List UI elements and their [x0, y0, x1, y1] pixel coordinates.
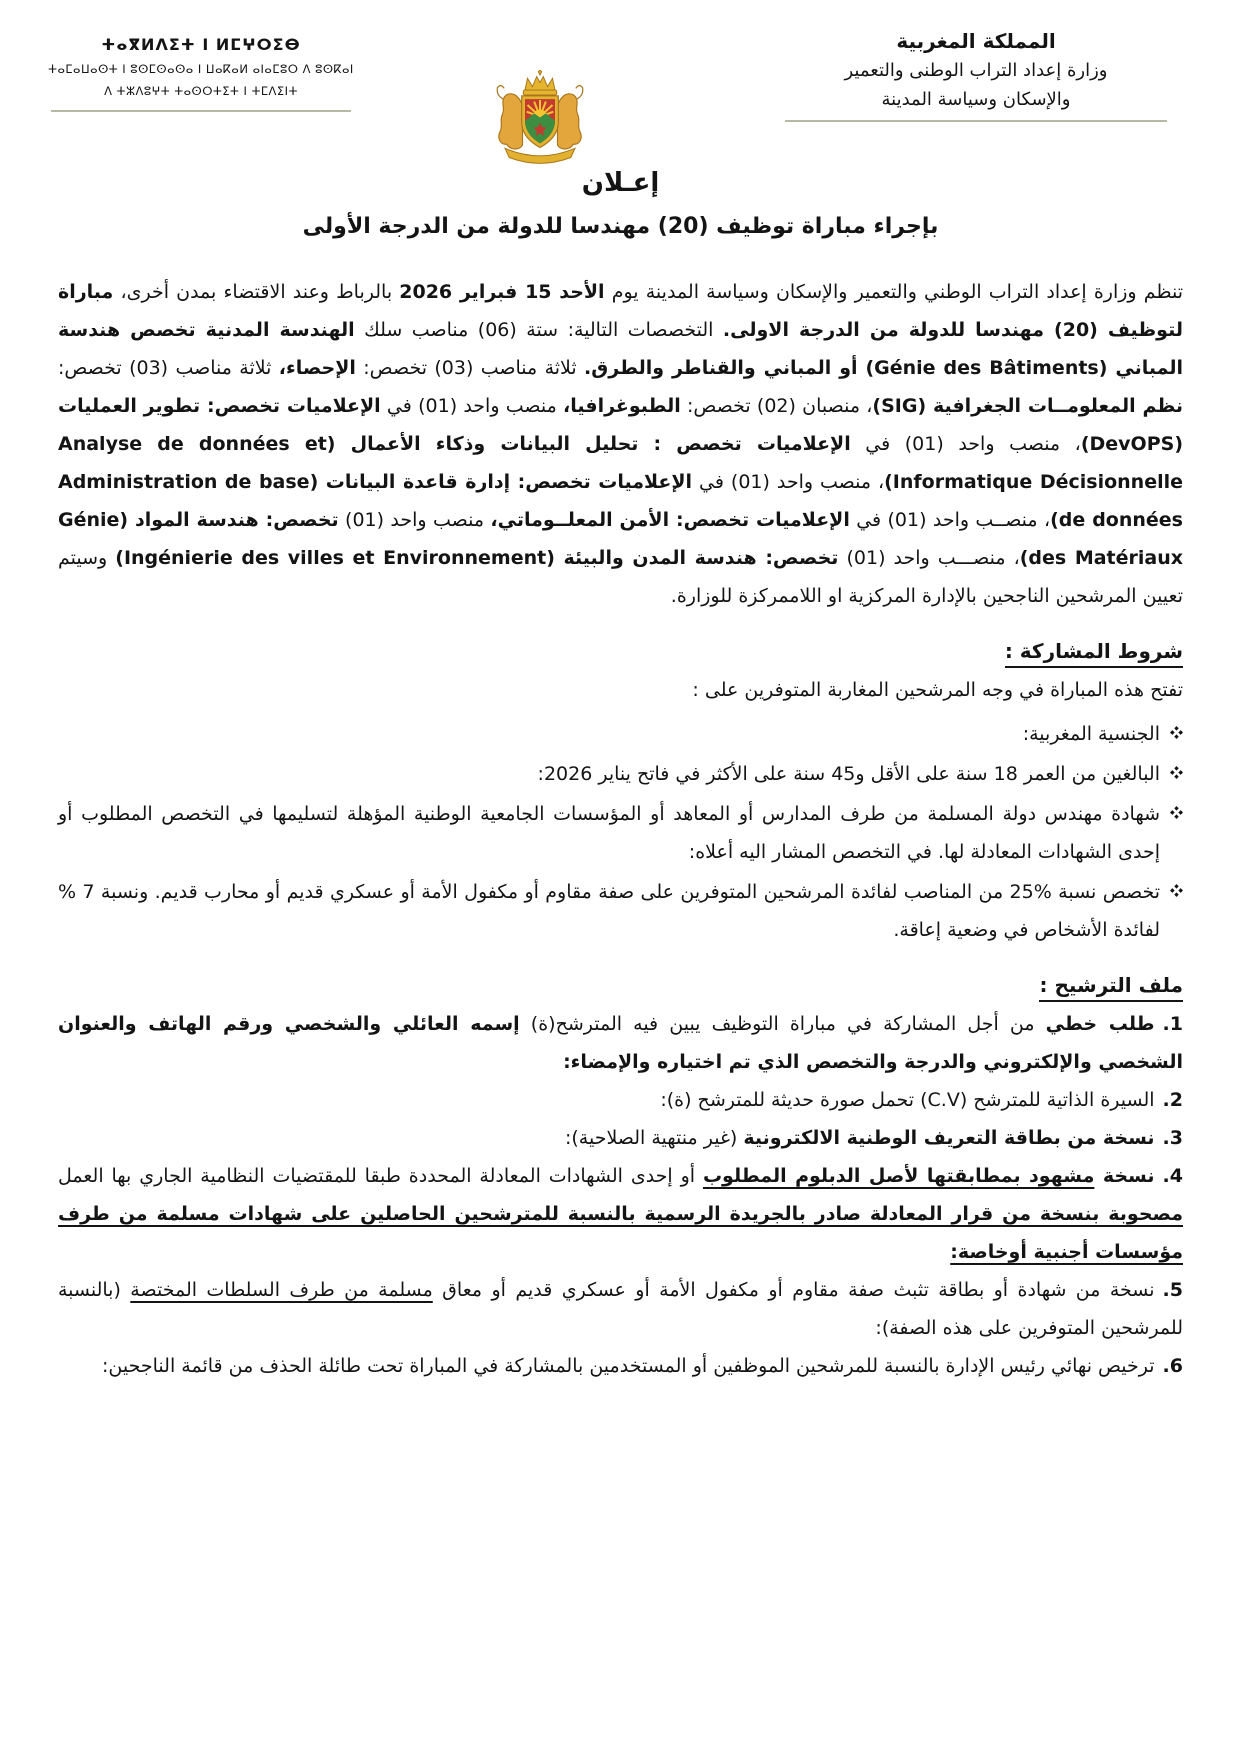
section-heading-participation — [58, 639, 1183, 663]
diamond-bullet-icon — [1170, 755, 1183, 793]
ministry-name-tifinagh-line1: ⵜⴰⵎⴰⵡⴰⵙⵜ ⵏ ⵓⵙⵎⵙⴰⵙⴰ ⵏ ⵡⴰⴽⴰⵍ ⴰⵏⴰⵎⵓⵔ ⴷ ⵓⵙⴽⴰⵏ — [48, 62, 354, 76]
bullet-list — [58, 715, 1183, 949]
section-heading-application-file — [58, 973, 1183, 997]
list-item — [58, 1157, 1183, 1271]
item-number: 2. — [1162, 1089, 1183, 1111]
page-subtitle: بإجراء مباراة توظيف (20) مهندسا للدولة من الدرجة الأولى — [302, 214, 939, 239]
crown — [523, 70, 556, 95]
item-text: نسخة مشهود بمطابقتها لأصل الدبلوم المطلوب أو إحدى الشهادات المعادلة المحددة طبقا للمقتضيات النظامية الجاري بها العمل مصحوبة بنسخة من قرار المعادلة صادر بالجريدة الرسمية بالنسبة للمترشحين الحاصلين على شهادات مسلمة من طرف مؤسسات أجنبية أوخاصة: — [58, 1165, 1183, 1263]
item-number: 6. — [1162, 1355, 1183, 1377]
bullet-text: الجنسية المغربية: — [1022, 723, 1160, 745]
header-rule-right — [785, 120, 1167, 122]
item-number: 3. — [1162, 1127, 1183, 1149]
motto-ribbon — [505, 148, 575, 163]
ministry-name-arabic-line2: والإسكان وسياسة المدينة — [881, 89, 1071, 110]
diamond-bullet-icon — [1170, 795, 1183, 871]
header-tifinagh-block — [45, 32, 357, 112]
page-title: إعـلان — [581, 168, 660, 198]
item-number: 4. — [1162, 1165, 1183, 1187]
bullet-item — [58, 795, 1183, 871]
list-item — [58, 1005, 1183, 1081]
bullet-text: شهادة مهندس دولة المسلمة من طرف المدارس أو المعاهد أو المؤسسات الجامعية الوطنية المؤهلة لتسليمها في التخصص المطلوب أو إحدى الشهادات المعادلة لها. في التخصص المشار اليه أعلاه: — [58, 803, 1160, 863]
item-number: 1. — [1162, 1013, 1183, 1035]
list-item — [58, 1081, 1183, 1119]
bullet-item — [58, 715, 1183, 753]
application-file-heading-text: ملف الترشيح : — [1039, 973, 1183, 1002]
kingdom-name-arabic: المملكة المغربية — [896, 29, 1056, 53]
coat-of-arms-logo — [477, 70, 603, 170]
item-number: 5. — [1162, 1279, 1183, 1301]
bullet-text: تخصص نسبة %25 من المناصب لفائدة المرشحين المتوفرين على صفة مقاوم أو مكفول الأمة أو عسكري قديم أو محارب قديم. ونسبة 7 % لفائدة الأشخاص في وضعية إعاقة. — [58, 881, 1161, 941]
ministry-name-tifinagh-line2: ⴷ ⵜⵣⴷⵓⵖⵜ ⵜⴰⵙⵔⵜⵉⵜ ⵏ ⵜⵎⴷⵉⵏⵜ — [104, 84, 298, 98]
list-item — [58, 1347, 1183, 1385]
item-text: نسخة من بطاقة التعريف الوطنية الالكترونية (غير منتهية الصلاحية): — [564, 1127, 1155, 1149]
bullet-text: البالغين من العمر 18 سنة على الأقل و45 سنة على الأكثر في فاتح يناير 2026: — [537, 763, 1160, 785]
shield — [522, 96, 559, 148]
numbered-list — [58, 1005, 1183, 1385]
bullet-item — [58, 755, 1183, 793]
coat-of-arms-graphic — [477, 70, 603, 170]
ministry-name-arabic-line1: وزارة إعداد التراب الوطنى والتعمير — [844, 60, 1108, 81]
item-text: ترخيص نهائي رئيس الإدارة بالنسبة للمرشحين الموظفين أو المستخدمين بالمشاركة في المباراة تحت طائلة الحذف من قائمة الناجحين: — [102, 1355, 1155, 1377]
intro-paragraph: تنظم وزارة إعداد التراب الوطني والتعمير والإسكان وسياسة المدينة يوم الأحد 15 فبراير 2026 بالرباط وعند الاقتضاء بمدن أخرى، مباراة لتوظيف (20) مهندسا للدولة من الدرجة الاولى. التخصصات التالية: ستة (06) مناصب سلك الهندسة المدنية تخصص هندسة المباني (Génie des Bâtiments) أو المباني والقناطر والطرق. ثلاثة مناصب (03) تخصص: الإحصاء، ثلاثة مناصب (03) تخصص: نظم المعلومــات الجغرافية (SIG)، منصبان (02) تخصص: الطبوغرافيا، منصب واحد (01) في الإعلاميات تخصص: تطوير العمليات (DevOPS)، منصب واحد (01) في الإعلاميات تخصص : تحليل البيانات وذكاء الأعمال (Analyse de données et Informatique Décisionnelle)، منصب واحد (01) في الإعلاميات تخصص: إدارة قاعدة البيانات (Administration de base de données)، منصــب واحد (01) في الإعلاميات تخصص: الأمن المعلــوماتي، منصب واحد (01) تخصص: هندسة المواد (Génie des Matériaux)، منصـــب واحد (01) تخصص: هندسة المدن والبيئة (Ingénierie des villes et Environnement) وسيتم تعيين المرشحين الناجحين بالإدارة المركزية او اللاممركزة للوزارة. — [58, 281, 1183, 607]
diamond-bullet-icon — [1170, 715, 1183, 753]
header-rule-left — [51, 110, 351, 112]
item-text: السيرة الذاتية للمترشح (C.V) تحمل صورة حديثة للمترشح (ة): — [660, 1089, 1155, 1111]
participation-heading-text: شروط المشاركة : — [1005, 639, 1183, 668]
bullet-item — [58, 873, 1183, 949]
item-text: طلب خطي من أجل المشاركة في مباراة التوظيف يبين فيه المترشح(ة) إسمه العائلي والشخصي ورقم الهاتف والعنوان الشخصي والإلكتروني والدرجة والتخصص الذي تم اختياره والإمضاء: — [58, 1013, 1183, 1073]
participation-lead: تفتح هذه المباراة في وجه المرشحين المغاربة المتوفرين على : — [692, 679, 1183, 701]
header-arabic-block — [781, 26, 1171, 122]
item-text: نسخة من شهادة أو بطاقة تثبث صفة مقاوم أو مكفول الأمة أو عسكري قديم أو معاق مسلمة من طرف السلطات المختصة (بالنسبة للمرشحين المتوفرين على هذه الصفة): — [58, 1279, 1183, 1339]
list-item — [58, 1119, 1183, 1157]
diamond-bullet-icon — [1170, 873, 1183, 949]
list-item — [58, 1271, 1183, 1347]
kingdom-name-tifinagh: ⵜⴰⴳⵍⴷⵉⵜ ⵏ ⵍⵎⵖⵔⵉⴱ — [101, 35, 301, 54]
